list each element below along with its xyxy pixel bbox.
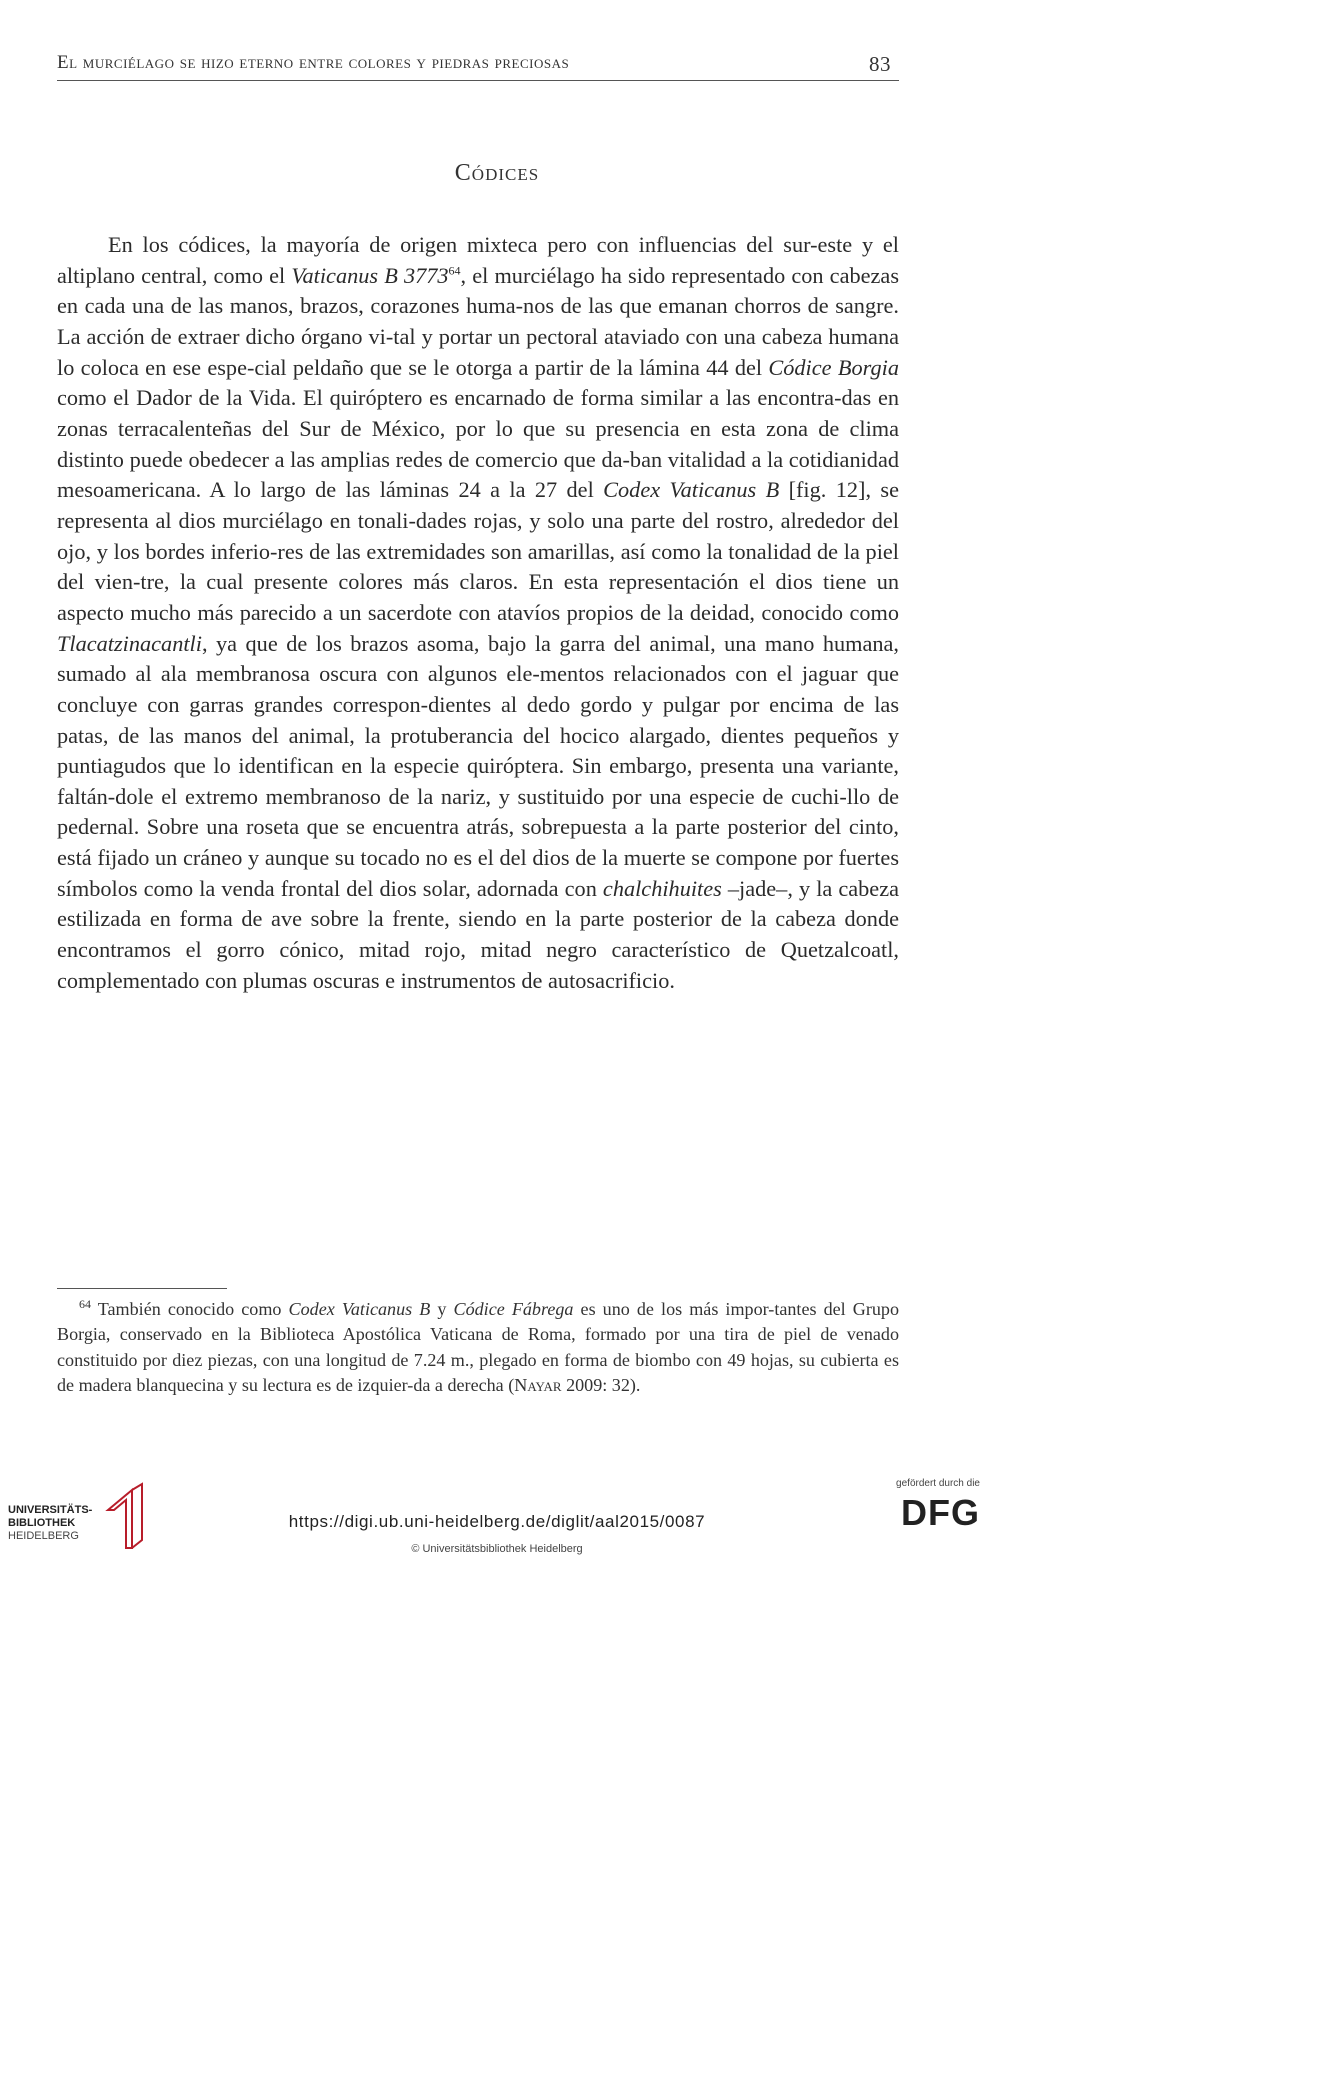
italic-title: Vaticanus B 3773 <box>291 262 449 288</box>
italic-title: Codex Vaticanus B <box>603 477 780 503</box>
footnote-paragraph <box>57 1297 899 1399</box>
author-name: Nayar <box>514 1375 562 1396</box>
italic-term: chalchihuites <box>602 875 722 901</box>
text-run: –jade–, y la cabeza estilizada en forma de ave sobre la frente, siendo en la parte posterior de la cabeza donde encontramos el gorro cónico, mitad rojo, mitad negro característico de Quetzalcoatl, complementado con plumas oscuras e instrumentos de autosacrificio. <box>57 875 899 993</box>
header-rule <box>57 80 899 81</box>
copyright-notice: © Universitätsbibliothek Heidelberg <box>411 1543 583 1555</box>
library-name-line: BIBLIOTHEK <box>8 1517 76 1529</box>
library-name-line: UNIVERSITÄTS- <box>8 1504 93 1516</box>
text-run: También conocido como <box>91 1299 289 1319</box>
italic-title: Códice Borgia <box>768 354 899 380</box>
section-heading: Códices <box>454 160 540 186</box>
body-text <box>57 230 899 996</box>
footnote-reference[interactable]: 64 <box>448 263 461 278</box>
dfg-logo: DFG <box>901 1492 980 1533</box>
text-run: En los códices, la mayoría de origen mixteca pero con influencias del sur-este y el altiplano central, como el <box>57 232 899 288</box>
italic-term: Tlacatzinacantli <box>57 630 202 656</box>
dfg-block[interactable] <box>870 1478 980 1533</box>
text-run: , el murciélago ha sido representado con cabezas en cada una de las manos, brazos, corazones huma-nos de las que emanan chorros de sangre. La acción de extraer dicho órgano vi-tal y portar un pectoral ataviado con una cabeza humana lo coloca en ese espe-cial peldaño que se le otorga a partir de la lámina 44 del <box>57 262 899 380</box>
running-title: El murciélago se hizo eterno entre colores y piedras preciosas <box>57 52 570 73</box>
text-run: es uno de los más impor-tantes del Grupo Borgia, conservado en la Biblioteca Apostólica Vaticana de Roma, formado por una tira de piel de venado constituido por diez piezas, con una longitud de 7.24 m., plegado en forma de biombo con 49 hojas, su cubierta es de madera blanquecina y su lectura es de izquier-da a derecha ( <box>57 1299 900 1396</box>
permalink[interactable]: https://digi.ub.uni-heidelberg.de/diglit/aal2015/0087 <box>288 1512 706 1531</box>
running-header <box>57 52 899 74</box>
text-run: 2009: 32). <box>561 1375 641 1396</box>
footnote-rule <box>57 1288 227 1289</box>
footnote-number: 64 <box>79 1296 91 1311</box>
funding-note: gefördert durch die <box>896 1478 980 1489</box>
text-run: [fig. 12], se representa al dios murciélago en tonali-dades rojas, y solo una parte del rostro, alrededor del ojo, y los bordes inferio-res de las extremidades son amarillas, así como la tonalidad de la piel del vien-tre, la cual presente colores más claros. En esta representación el dios tiene un aspecto mucho más parecido a un sacerdote con atavíos propios de la deidad, conocido como <box>57 477 899 625</box>
text-run: , ya que de los brazos asoma, bajo la garra del animal, una mano humana, sumado al ala membranosa oscura con algunos ele-mentos relacionados con el jaguar que concluye con garras grandes correspon-dientes al dedo gordo y pulgar por encima de las patas, de las manos del animal, la protuberancia del hocico alargado, dientes pequeños y puntiagudos que lo identifican en la especie quiróptera. Sin embargo, presenta una variante, faltán-dole el extremo membranoso de la nariz, y sustituido por una especie de cuchi-llo de pedernal. Sobre una roseta que se encuentra atrás, sobrepuesta a la parte posterior del cinto, está fijado un cráneo y aunque su tocado no es el del dios de la muerte se compone por fuertes símbolos como la venda frontal del dios solar, adornada con <box>57 630 899 901</box>
page-number: 83 <box>869 52 891 76</box>
italic-title: Codex Vaticanus B <box>288 1299 431 1319</box>
library-name-line: HEIDELBERG <box>8 1530 79 1542</box>
text-run: y <box>430 1299 454 1319</box>
paragraph <box>57 230 899 996</box>
footnote <box>57 1297 899 1399</box>
text-run: como el Dador de la Vida. El quiróptero es encarnado de forma similar a las encontra-das en zonas terracalenteñas del Sur de México, por lo que su presencia en esta zona de clima distinto puede obedecer a las amplias redes de comercio que da-ban vitalidad a la cotidianidad mesoamericana. A lo largo de las láminas 24 a la 27 del <box>57 385 899 503</box>
italic-title: Códice Fábrega <box>453 1299 574 1319</box>
